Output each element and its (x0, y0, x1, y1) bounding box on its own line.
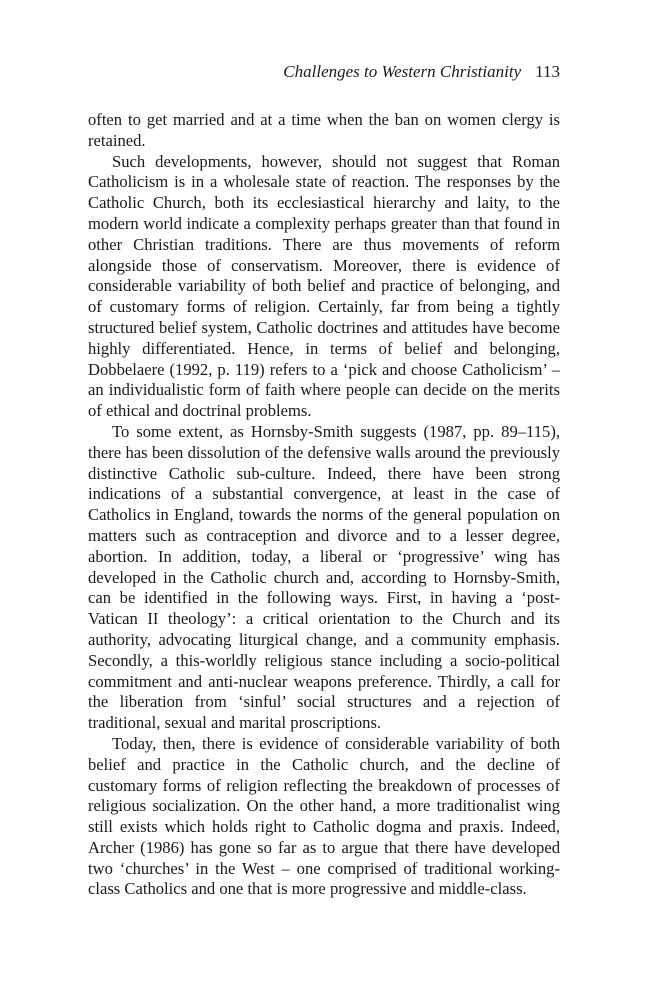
paragraph-two-churches: Today, then, there is evidence of considerable variability of both belief and practice in the Catholic church, and the decline of customary forms of religion reflecting the breakdown of processes of religious socialization. On the other hand, a more traditionalist wing still exists which holds right to Catholic dogma and praxis. Indeed, Archer (1986) has gone so far as to argue that there have developed two ‘churches’ in the West – one comprised of traditional working-class Catholics and one that is more progressive and middle-class. (88, 733, 560, 899)
running-head (88, 62, 560, 82)
body-text (88, 110, 560, 900)
paragraph-catholic-responses: Such developments, however, should not suggest that Roman Catholicism is in a wholesale state of reaction. The responses by the Catholic Church, both its ecclesiastical hierarchy and laity, to the modern world indicate a complexity perhaps greater than that found in other Christian traditions. There are thus movements of reform alongside those of conservatism. Moreover, there is evidence of considerable variability of both belief and practice of belonging, and of customary forms of religion. Certainly, far from being a tightly structured belief system, Catholic doctrines and attitudes have become highly differentiated. Hence, in terms of belief and belonging, Dobbelaere (1992, p. 119) refers to a ‘pick and choose Catholicism’ – an individualistic form of faith where people can decide on the merits of ethical and doctrinal problems. (88, 151, 560, 421)
paragraph-continued: often to get married and at a time when the ban on women clergy is retained. (88, 110, 560, 150)
paragraph-hornsby-smith: To some extent, as Hornsby-Smith suggests (1987, pp. 89–115), there has been dissolution of the defensive walls around the previously distinctive Catholic sub-culture. Indeed, there have been strong indications of a substantial convergence, at least in the case of Catholics in England, towards the norms of the general population on matters such as contraception and divorce and to a lesser degree, abortion. In addition, today, a liberal or ‘progressive’ wing has developed in the Catholic church and, according to Hornsby-Smith, can be identified in the following ways. First, in having a ‘post-Vatican II theology’: a critical orientation to the Church and its authority, advocating liturgical change, and a community emphasis. Secondly, a this-worldly religious stance including a socio-political commitment and anti-nuclear weapons preference. Thirdly, a call for the liberation from ‘sinful’ social structures and a rejection of traditional, sexual and marital proscriptions. (88, 421, 560, 733)
page-number: 113 (535, 62, 560, 81)
running-title: Challenges to Western Christianity (283, 62, 522, 81)
